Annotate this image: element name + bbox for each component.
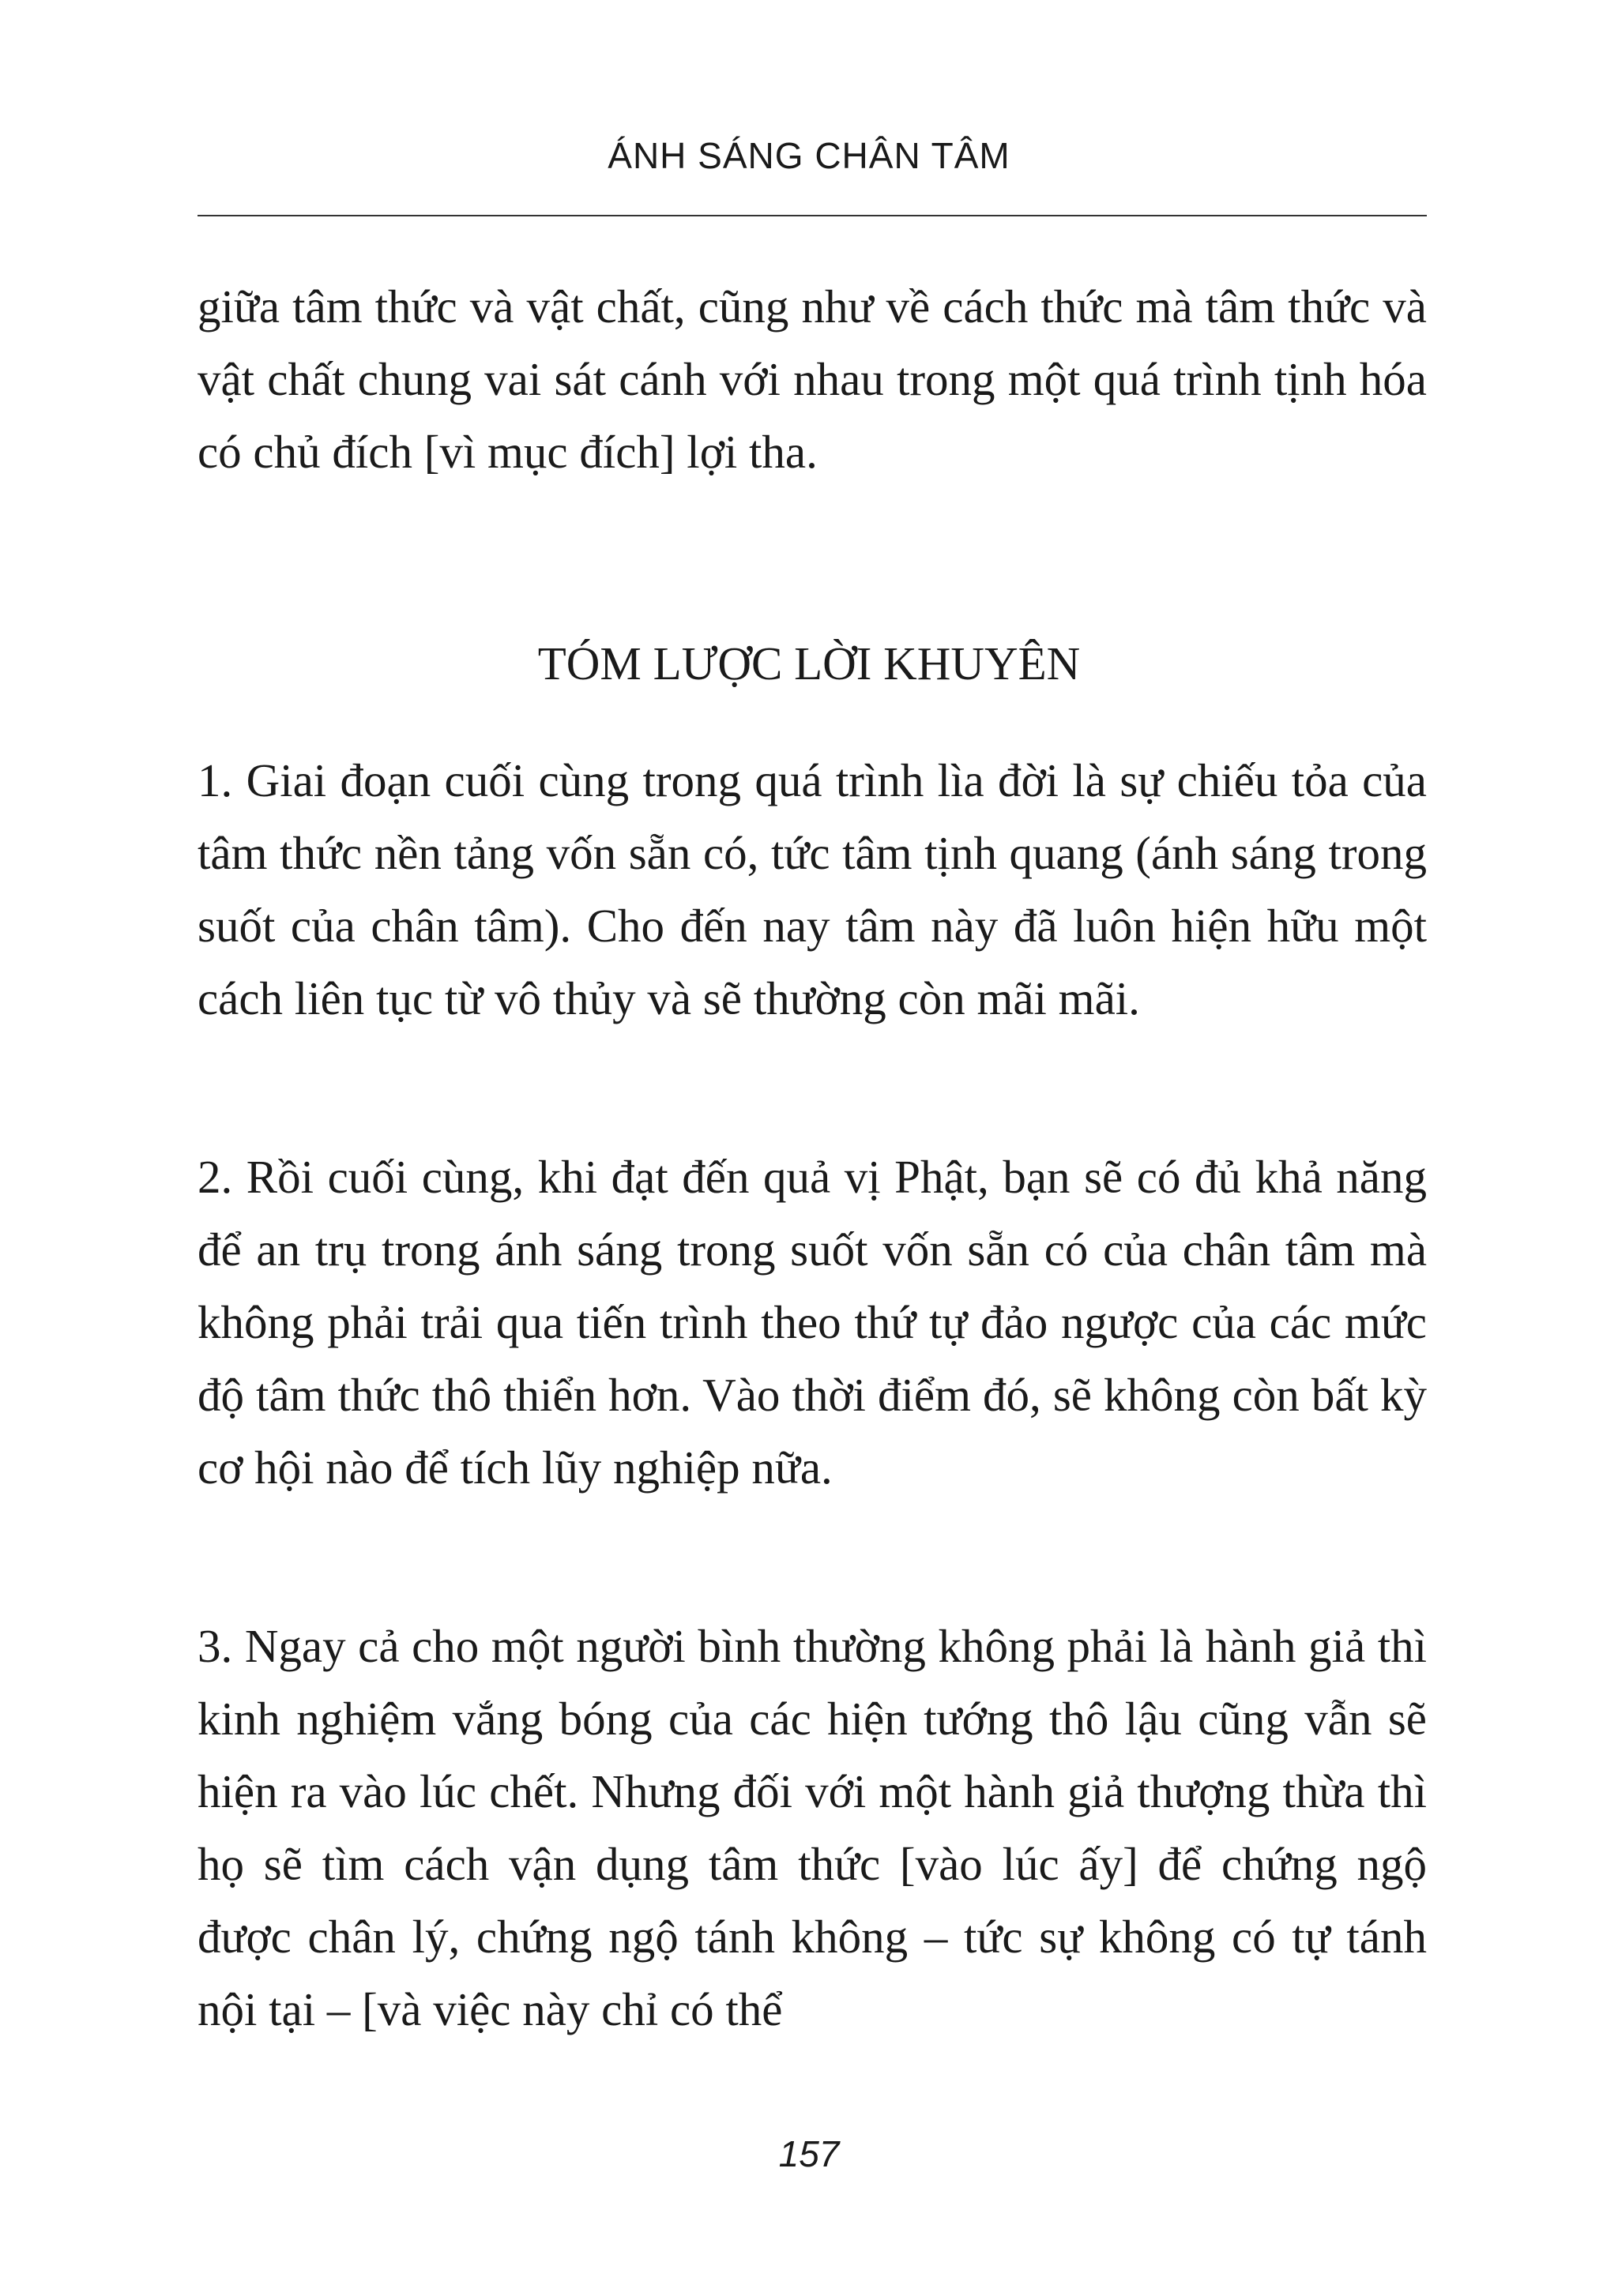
intro-paragraph: giữa tâm thức và vật chất, cũng như về cách thức mà tâm thức và vật chất chung vai sát cánh với nhau trong một quá trình tịnh hóa có chủ đích [vì mục đích] lợi tha. bbox=[198, 280, 1427, 478]
page-number: 157 bbox=[778, 2133, 840, 2174]
advice-paragraph-2: 2. Rồi cuối cùng, khi đạt đến quả vị Phật, bạn sẽ có đủ khả năng để an trụ trong ánh sáng trong suốt vốn sẵn có của chân tâm mà không phải trải qua tiến trình theo thứ tự đảo ngược của các mức độ tâm thức thô thiển hơn. Vào thời điểm đó, sẽ không còn bất kỳ cơ hội nào để tích lũy nghiệp nữa. bbox=[198, 1151, 1427, 1494]
header-divider bbox=[198, 215, 1427, 216]
section-title: TÓM LƯỢC LỜI KHUYÊN bbox=[537, 637, 1081, 690]
running-header-title: ÁNH SÁNG CHÂN TÂM bbox=[608, 135, 1010, 176]
advice-paragraph-1: 1. Giai đoạn cuối cùng trong quá trình lìa đời là sự chiếu tỏa của tâm thức nền tảng vốn sẵn có, tức tâm tịnh quang (ánh sáng trong suốt của chân tâm). Cho đến nay tâm này đã luôn hiện hữu một cách liên tục từ vô thủy và sẽ thường còn mãi mãi. bbox=[198, 754, 1427, 1024]
advice-paragraph-3: 3. Ngay cả cho một người bình thường không phải là hành giả thì kinh nghiệm vắng bóng của các hiện tướng thô lậu cũng vẫn sẽ hiện ra vào lúc chết. Nhưng đối với một hành giả thượng thừa thì họ sẽ tìm cách vận dụng tâm thức [vào lúc ấy] để chứng ngộ được chân lý, chứng ngộ tánh không – tức sự không có tự tánh nội tại – [và việc này chỉ có thể bbox=[198, 1620, 1427, 2035]
